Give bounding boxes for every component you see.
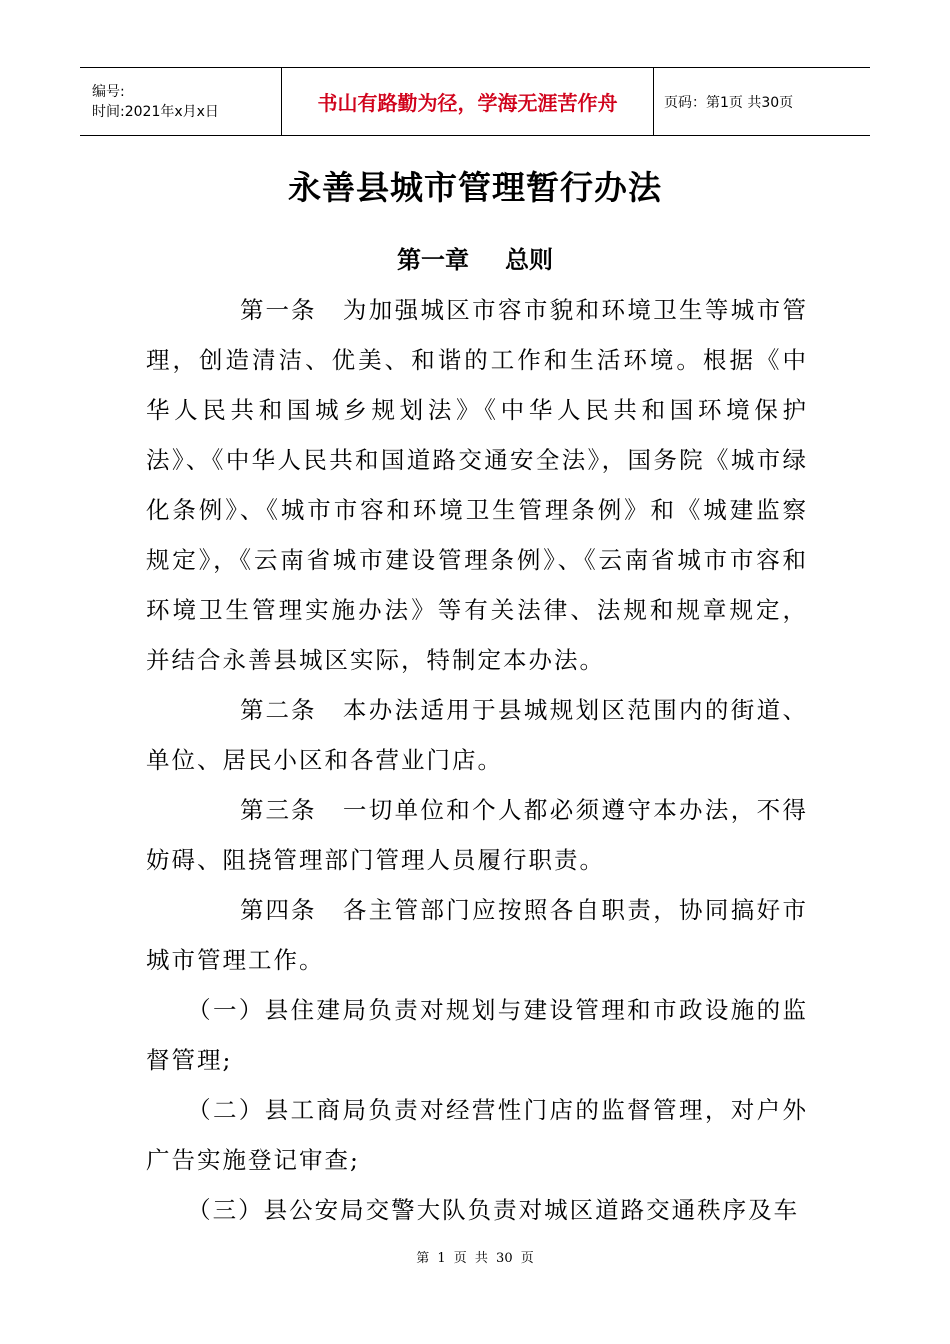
article-text: 各主管部门应按照各自职责，协同搞好市城市管理工作。 bbox=[146, 896, 808, 974]
article-paragraph bbox=[146, 285, 808, 685]
header-table bbox=[80, 67, 870, 136]
article-text: 为加强城区市容市貌和环境卫生等城市管理，创造清洁、优美、和谐的工作和生活环境。根据《中华人民共和国城乡规划法》《中华人民共和国环境保护法》、《中华人民共和国道路交通安全法》，国务院《城市绿化条例》、《城市市容和环境卫生管理条例》和《城建监察规定》，《云南省城市建设管理条例》、《云南省城市市容和环境卫生管理实施办法》等有关法律、法规和规章规定，并结合永善县城区实际，特制定本办法。 bbox=[146, 296, 808, 674]
document-body bbox=[146, 285, 808, 1235]
chapter-heading bbox=[0, 240, 950, 275]
article-label: 第一条 bbox=[240, 296, 317, 324]
page-footer: 第 1 页 共 30 页 bbox=[416, 1251, 534, 1266]
header-meta bbox=[80, 68, 282, 135]
header-page-info: 页码：第1页 共30页 bbox=[664, 94, 794, 111]
article-label: 第三条 bbox=[240, 796, 317, 824]
document-time-label: 时间:2021年x月x日 bbox=[92, 103, 219, 120]
header-motto: 书山有路勤为径，学海无涯苦作舟 bbox=[317, 91, 618, 115]
list-item: （一）县住建局负责对规划与建设管理和市政设施的监督管理; bbox=[146, 996, 808, 1074]
chapter-name: 总则 bbox=[505, 246, 553, 274]
article-text: 本办法适用于县城规划区范围内的街道、单位、居民小区和各营业门店。 bbox=[146, 696, 808, 774]
article-text: 一切单位和个人都必须遵守本办法，不得妨碍、阻挠管理部门管理人员履行职责。 bbox=[146, 796, 808, 874]
article-paragraph bbox=[146, 785, 808, 885]
article-label: 第四条 bbox=[240, 896, 317, 924]
document-number-label: 编号: bbox=[92, 83, 125, 100]
list-item: （三）县公安局交警大队负责对城区道路交通秩序及车 bbox=[187, 1196, 800, 1224]
header-motto-cell bbox=[282, 68, 654, 135]
document-title: 永善县城市管理暂行办法 bbox=[288, 168, 662, 207]
chapter-number: 第一章 bbox=[397, 246, 469, 274]
article-paragraph bbox=[146, 885, 808, 985]
article-label: 第二条 bbox=[240, 696, 317, 724]
article-paragraph bbox=[146, 685, 808, 785]
list-item: （二）县工商局负责对经营性门店的监督管理，对户外广告实施登记审查; bbox=[146, 1096, 808, 1174]
